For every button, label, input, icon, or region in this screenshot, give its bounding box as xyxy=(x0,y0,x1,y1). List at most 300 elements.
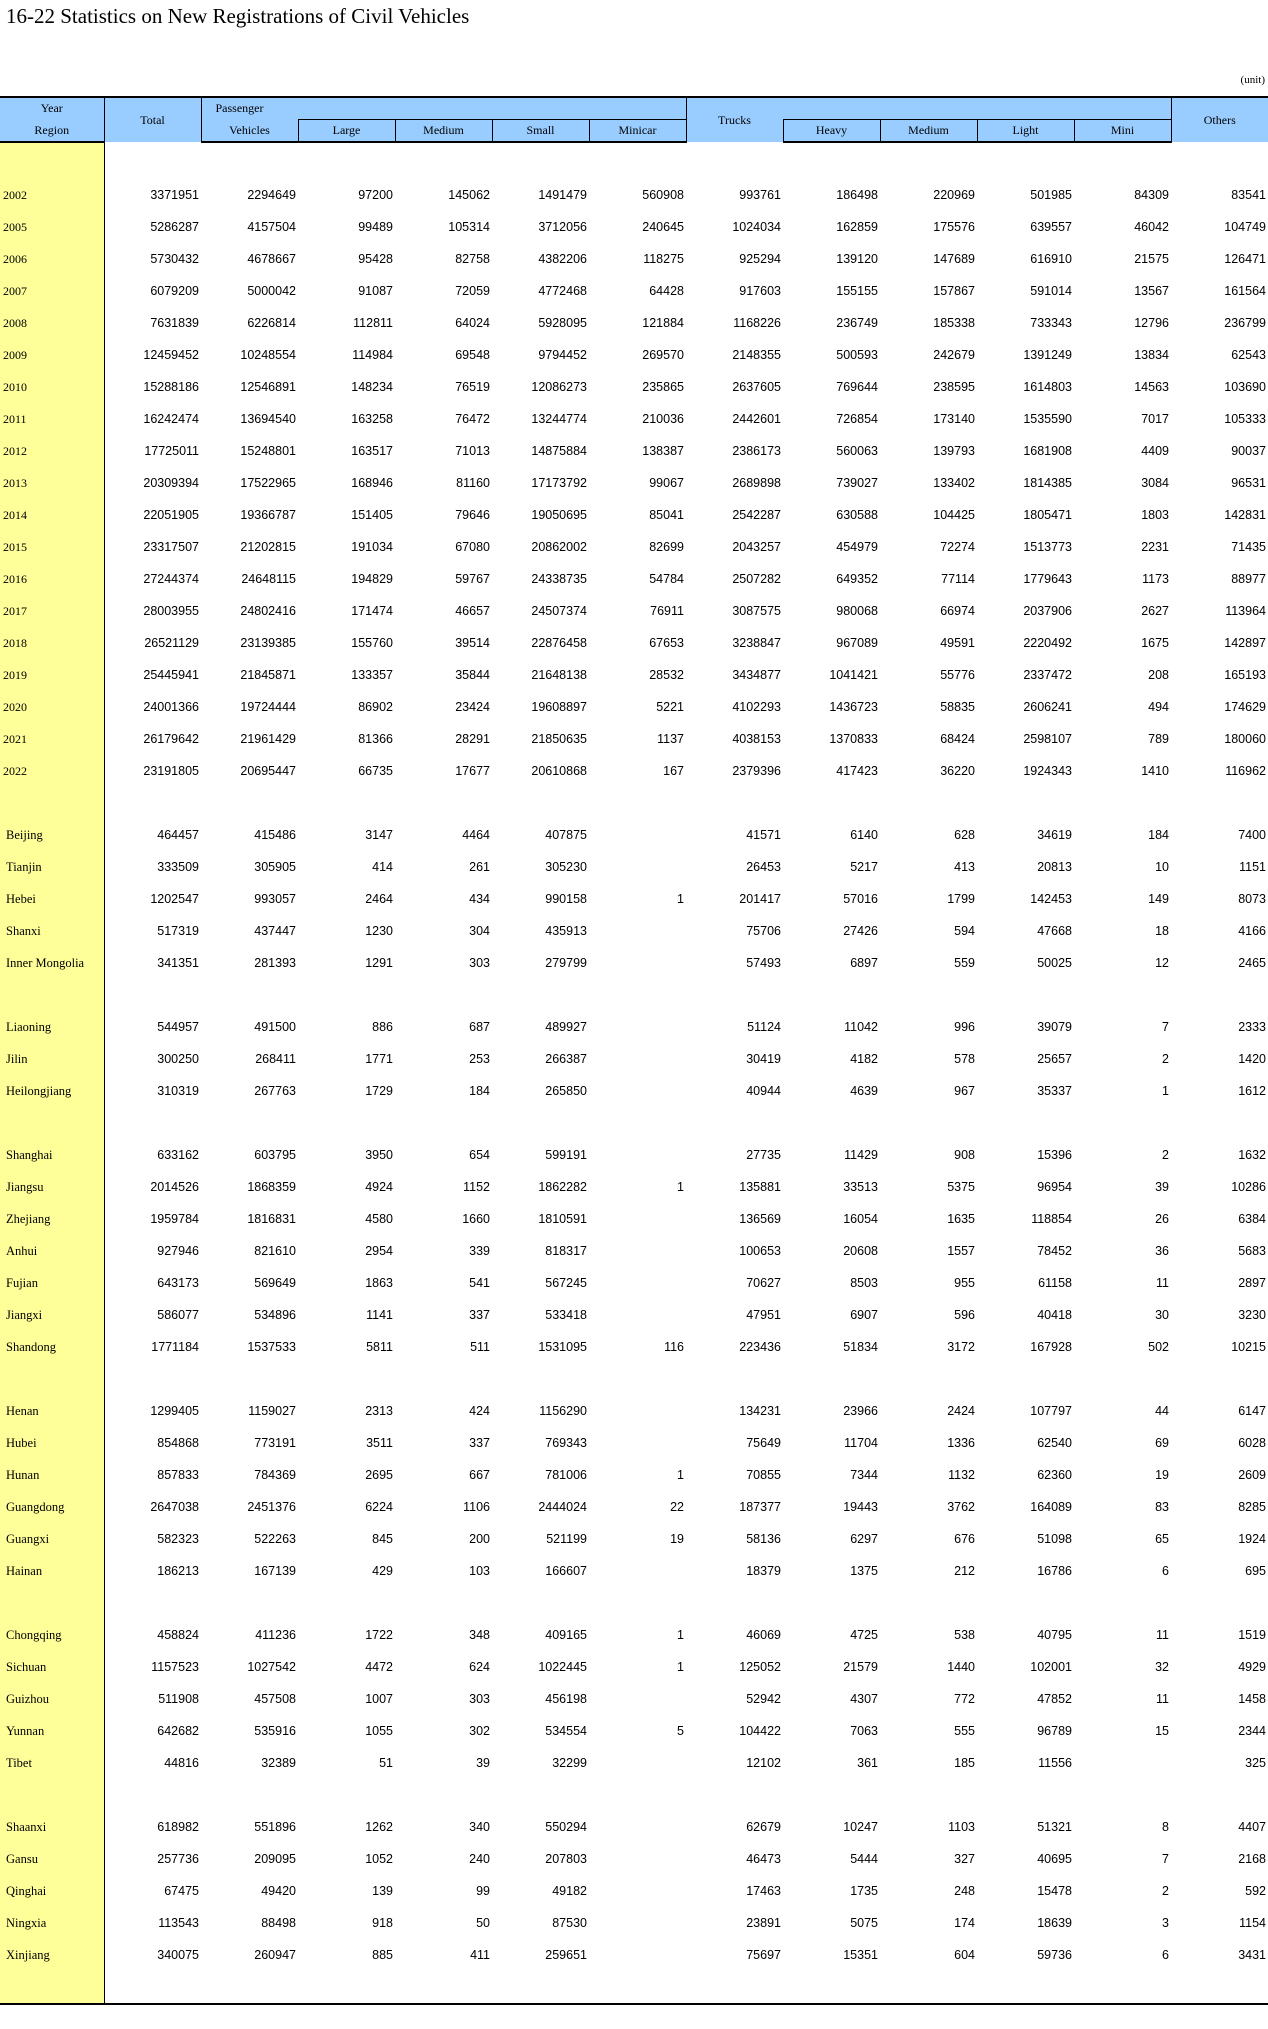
value-cell: 2542287 xyxy=(732,508,781,522)
value-cell: 47951 xyxy=(746,1308,781,1322)
header-medium: Medium xyxy=(395,120,492,143)
value-cell: 1862282 xyxy=(538,1180,587,1194)
value-cell: 1 xyxy=(677,1468,684,1482)
value-cell: 521199 xyxy=(546,1532,587,1546)
value-cell: 7400 xyxy=(1238,828,1266,842)
value-cell-blank xyxy=(201,979,298,1011)
value-cell: 340075 xyxy=(104,1939,201,1971)
value-cell: 769343 xyxy=(545,1436,587,1450)
value-cell: 1137 xyxy=(657,732,684,746)
value-cell: 40795 xyxy=(1037,1628,1072,1642)
value-cell: 59767 xyxy=(455,572,490,586)
value-cell: 51 xyxy=(379,1756,393,1770)
value-cell: 35337 xyxy=(1037,1084,1072,1098)
value-cell: 51098 xyxy=(1037,1532,1072,1546)
value-cell xyxy=(589,1747,686,1779)
value-cell-blank xyxy=(686,1107,783,1139)
value-cell: 77114 xyxy=(941,572,975,586)
value-cell: 64428 xyxy=(649,284,684,298)
value-cell: 180060 xyxy=(1224,732,1266,746)
value-cell: 17173792 xyxy=(531,476,587,490)
value-cell: 113543 xyxy=(104,1907,201,1939)
value-cell-blank xyxy=(201,787,298,819)
value-cell: 105314 xyxy=(448,220,490,234)
value-cell: 50025 xyxy=(1037,956,1072,970)
value-cell: 456198 xyxy=(545,1692,587,1706)
value-cell: 3172 xyxy=(947,1340,975,1354)
value-cell: 236799 xyxy=(1224,316,1266,330)
value-cell: 24648115 xyxy=(241,572,296,586)
value-cell: 41571 xyxy=(746,828,781,842)
value-cell: 1375 xyxy=(850,1564,878,1578)
value-cell: 1152 xyxy=(463,1180,490,1194)
value-cell xyxy=(589,1203,686,1235)
value-cell: 76911 xyxy=(650,604,684,618)
value-cell: 2337472 xyxy=(1023,668,1072,682)
value-cell: 1924343 xyxy=(1023,764,1072,778)
header-truck-medium: Medium xyxy=(880,120,977,143)
value-cell: 64024 xyxy=(455,316,490,330)
value-cell-blank xyxy=(880,142,977,179)
value-cell: 75649 xyxy=(746,1436,781,1450)
value-cell: 2 xyxy=(1162,1052,1169,1066)
value-cell: 175576 xyxy=(933,220,975,234)
value-cell: 6226814 xyxy=(247,316,296,330)
value-cell: 11 xyxy=(1156,1628,1169,1642)
value-cell: 980068 xyxy=(836,604,878,618)
value-cell-blank xyxy=(492,1971,589,2004)
value-cell: 58136 xyxy=(746,1532,781,1546)
value-cell: 210036 xyxy=(642,412,684,426)
header-minicar: Minicar xyxy=(589,120,686,143)
value-cell-blank xyxy=(298,1107,395,1139)
value-cell: 220969 xyxy=(933,188,975,202)
value-cell: 28291 xyxy=(455,732,490,746)
value-cell: 23966 xyxy=(843,1404,878,1418)
value-cell: 238595 xyxy=(933,380,975,394)
value-cell: 10215 xyxy=(1231,1340,1266,1354)
region-cell-blank xyxy=(0,1971,104,2004)
value-cell: 26521129 xyxy=(104,627,201,659)
value-cell: 15478 xyxy=(1037,1884,1072,1898)
value-cell: 769644 xyxy=(836,380,878,394)
value-cell-blank xyxy=(1074,979,1171,1011)
value-cell: 1262 xyxy=(365,1820,393,1834)
value-cell: 2627 xyxy=(1141,604,1169,618)
value-cell: 3238847 xyxy=(732,636,781,650)
value-cell: 21575 xyxy=(1134,252,1169,266)
value-cell: 7017 xyxy=(1141,412,1169,426)
value-cell: 23191805 xyxy=(104,755,201,787)
section-spacer xyxy=(0,142,1268,179)
value-cell xyxy=(589,1011,686,1043)
value-cell: 2442601 xyxy=(732,412,781,426)
value-cell: 4038153 xyxy=(732,732,781,746)
value-cell-blank xyxy=(1074,1971,1171,2004)
table-row xyxy=(0,1523,1268,1555)
value-cell-blank xyxy=(492,1779,589,1811)
value-cell: 21648138 xyxy=(531,668,587,682)
value-cell: 136569 xyxy=(739,1212,781,1226)
value-cell-blank xyxy=(783,142,880,179)
value-cell: 7 xyxy=(1162,1852,1169,1866)
value-cell: 72059 xyxy=(455,284,490,298)
value-cell: 310319 xyxy=(104,1075,201,1107)
value-cell: 22051905 xyxy=(104,499,201,531)
value-cell: 118275 xyxy=(643,252,684,266)
value-cell-blank xyxy=(783,979,880,1011)
value-cell: 174 xyxy=(954,1916,975,1930)
value-cell: 494 xyxy=(1148,700,1169,714)
value-cell: 1436723 xyxy=(829,700,878,714)
value-cell: 138387 xyxy=(642,444,684,458)
table-row xyxy=(0,1907,1268,1939)
value-cell: 337 xyxy=(469,1436,490,1450)
value-cell: 39 xyxy=(1155,1180,1169,1194)
year-label: 2008 xyxy=(0,307,104,339)
value-cell: 163258 xyxy=(351,412,393,426)
value-cell: 66735 xyxy=(358,764,393,778)
year-label: 2015 xyxy=(0,531,104,563)
value-cell: 2386173 xyxy=(732,444,781,458)
value-cell: 6028 xyxy=(1238,1436,1266,1450)
value-cell: 12086273 xyxy=(531,380,587,394)
value-cell: 560063 xyxy=(836,444,878,458)
value-cell-blank xyxy=(977,787,1074,819)
value-cell: 409165 xyxy=(545,1628,587,1642)
value-cell: 49420 xyxy=(261,1884,296,1898)
value-cell: 52942 xyxy=(746,1692,781,1706)
value-cell: 1868359 xyxy=(247,1180,296,1194)
region-label: Yunnan xyxy=(0,1715,104,1747)
value-cell-blank xyxy=(492,787,589,819)
value-cell: 784369 xyxy=(254,1468,296,1482)
value-cell xyxy=(589,915,686,947)
table-row xyxy=(0,1491,1268,1523)
section-spacer xyxy=(0,1363,1268,1395)
table-row xyxy=(0,499,1268,531)
value-cell: 990158 xyxy=(545,892,587,906)
value-cell-blank xyxy=(201,1779,298,1811)
value-cell: 26453 xyxy=(746,860,781,874)
value-cell: 11556 xyxy=(1038,1756,1072,1770)
region-cell-blank xyxy=(0,1107,104,1139)
value-cell: 18379 xyxy=(746,1564,781,1578)
value-cell: 639557 xyxy=(1030,220,1072,234)
value-cell: 458824 xyxy=(104,1619,201,1651)
value-cell: 17522965 xyxy=(240,476,296,490)
value-cell: 88977 xyxy=(1231,572,1266,586)
value-cell-blank xyxy=(977,1587,1074,1619)
value-cell: 1420 xyxy=(1238,1052,1266,1066)
value-cell-blank xyxy=(1074,1779,1171,1811)
table-row xyxy=(0,1011,1268,1043)
table-row xyxy=(0,1331,1268,1363)
value-cell: 5811 xyxy=(366,1340,393,1354)
value-cell: 14875884 xyxy=(531,444,587,458)
region-label: Shaanxi xyxy=(0,1811,104,1843)
value-cell: 6384 xyxy=(1238,1212,1266,1226)
value-cell-blank xyxy=(298,979,395,1011)
value-cell: 3950 xyxy=(365,1148,393,1162)
value-cell: 99 xyxy=(476,1884,490,1898)
table-row xyxy=(0,1395,1268,1427)
value-cell: 591014 xyxy=(1030,284,1072,298)
value-cell: 630588 xyxy=(836,508,878,522)
value-cell: 266387 xyxy=(545,1052,587,1066)
table-row xyxy=(0,1811,1268,1843)
value-cell: 281393 xyxy=(254,956,296,970)
region-cell-blank xyxy=(0,787,104,819)
value-cell: 167139 xyxy=(254,1564,296,1578)
value-cell: 19724444 xyxy=(240,700,296,714)
value-cell: 46042 xyxy=(1134,220,1169,234)
value-cell: 1660 xyxy=(462,1212,490,1226)
value-cell: 649352 xyxy=(836,572,878,586)
value-cell: 6079209 xyxy=(104,275,201,307)
region-label: Hainan xyxy=(0,1555,104,1587)
year-label: 2017 xyxy=(0,595,104,627)
value-cell: 13567 xyxy=(1134,284,1169,298)
value-cell: 2344 xyxy=(1238,1724,1266,1738)
value-cell: 24001366 xyxy=(104,691,201,723)
table-row xyxy=(0,595,1268,627)
value-cell: 918 xyxy=(372,1916,393,1930)
value-cell: 161564 xyxy=(1224,284,1266,298)
value-cell: 163517 xyxy=(351,444,393,458)
value-cell: 139120 xyxy=(836,252,878,266)
value-cell: 114984 xyxy=(352,348,393,362)
value-cell: 3434877 xyxy=(732,668,781,682)
value-cell: 4464 xyxy=(462,828,490,842)
value-cell: 8 xyxy=(1162,1820,1169,1834)
value-cell: 47852 xyxy=(1037,1692,1072,1706)
value-cell-blank xyxy=(880,787,977,819)
value-cell-blank xyxy=(1074,142,1171,179)
value-cell: 1291 xyxy=(365,956,393,970)
value-cell: 82699 xyxy=(649,540,684,554)
table-row xyxy=(0,1875,1268,1907)
value-cell-blank xyxy=(1074,1107,1171,1139)
value-cell-blank xyxy=(1171,1971,1268,2004)
value-cell-blank xyxy=(589,787,686,819)
value-cell-blank xyxy=(686,1779,783,1811)
value-cell: 50 xyxy=(476,1916,490,1930)
value-cell: 533418 xyxy=(545,1308,587,1322)
value-cell-blank xyxy=(589,142,686,179)
value-cell xyxy=(589,947,686,979)
value-cell: 1022445 xyxy=(538,1660,587,1674)
value-cell-blank xyxy=(492,1107,589,1139)
section-spacer xyxy=(0,1779,1268,1811)
value-cell-blank xyxy=(104,1587,201,1619)
value-cell xyxy=(589,1139,686,1171)
value-cell: 434 xyxy=(469,892,490,906)
value-cell: 1 xyxy=(677,892,684,906)
table-body xyxy=(0,142,1268,2004)
value-cell: 1141 xyxy=(366,1308,393,1322)
value-cell-blank xyxy=(395,1107,492,1139)
value-cell: 501985 xyxy=(1030,188,1072,202)
value-cell: 142831 xyxy=(1224,508,1266,522)
table-row xyxy=(0,851,1268,883)
value-cell: 5375 xyxy=(947,1180,975,1194)
value-cell: 223436 xyxy=(739,1340,781,1354)
value-cell: 10247 xyxy=(843,1820,878,1834)
value-cell: 104749 xyxy=(1224,220,1266,234)
value-cell-blank xyxy=(686,1587,783,1619)
value-cell: 12796 xyxy=(1134,316,1169,330)
value-cell: 40418 xyxy=(1037,1308,1072,1322)
value-cell: 112811 xyxy=(353,316,393,330)
value-cell: 187377 xyxy=(739,1500,781,1514)
value-cell: 594 xyxy=(954,924,975,938)
value-cell-blank xyxy=(298,142,395,179)
region-label: Guizhou xyxy=(0,1683,104,1715)
value-cell: 20309394 xyxy=(104,467,201,499)
value-cell-blank xyxy=(880,1363,977,1395)
value-cell: 2598107 xyxy=(1023,732,1072,746)
value-cell: 4725 xyxy=(850,1628,878,1642)
value-cell: 908 xyxy=(954,1148,975,1162)
value-cell-blank xyxy=(201,1587,298,1619)
value-cell-blank xyxy=(1074,1363,1171,1395)
value-cell: 76519 xyxy=(455,380,490,394)
value-cell xyxy=(589,1075,686,1107)
value-cell: 70855 xyxy=(746,1468,781,1482)
header-mini: Mini xyxy=(1074,120,1171,143)
value-cell-blank xyxy=(492,1587,589,1619)
value-cell: 40944 xyxy=(746,1084,781,1098)
value-cell: 333509 xyxy=(104,851,201,883)
header-light: Light xyxy=(977,120,1074,143)
value-cell: 642682 xyxy=(104,1715,201,1747)
value-cell: 19 xyxy=(670,1532,684,1546)
value-cell: 22 xyxy=(670,1500,684,1514)
value-cell: 886 xyxy=(372,1020,393,1034)
value-cell: 26179642 xyxy=(104,723,201,755)
value-cell: 772 xyxy=(954,1692,975,1706)
value-cell: 104425 xyxy=(933,508,975,522)
value-cell: 4166 xyxy=(1238,924,1266,938)
value-cell: 1491479 xyxy=(538,188,587,202)
value-cell: 1055 xyxy=(365,1724,393,1738)
value-cell: 1513773 xyxy=(1023,540,1072,554)
value-cell: 1103 xyxy=(948,1820,975,1834)
value-cell: 2647038 xyxy=(104,1491,201,1523)
value-cell: 76472 xyxy=(455,412,490,426)
value-cell-blank xyxy=(104,1971,201,2004)
value-cell: 32389 xyxy=(261,1756,296,1770)
value-cell: 2954 xyxy=(365,1244,393,1258)
header-passenger-group-spacer xyxy=(298,97,686,120)
value-cell-blank xyxy=(589,1107,686,1139)
value-cell: 4472 xyxy=(365,1660,393,1674)
value-cell: 5217 xyxy=(850,860,878,874)
value-cell: 12 xyxy=(1155,956,1169,970)
value-cell: 19608897 xyxy=(531,700,587,714)
region-label: Fujian xyxy=(0,1267,104,1299)
value-cell: 643173 xyxy=(104,1267,201,1299)
value-cell: 955 xyxy=(954,1276,975,1290)
value-cell: 2695 xyxy=(365,1468,393,1482)
value-cell: 13244774 xyxy=(531,412,587,426)
year-label: 2006 xyxy=(0,243,104,275)
value-cell: 83541 xyxy=(1231,188,1266,202)
value-cell: 424 xyxy=(469,1404,490,1418)
value-cell: 302 xyxy=(469,1724,490,1738)
value-cell: 687 xyxy=(469,1020,490,1034)
value-cell: 821610 xyxy=(254,1244,296,1258)
value-cell: 118854 xyxy=(1031,1212,1072,1226)
table-row xyxy=(0,371,1268,403)
value-cell: 6140 xyxy=(850,828,878,842)
value-cell: 1681908 xyxy=(1023,444,1072,458)
value-cell: 733343 xyxy=(1030,316,1072,330)
value-cell: 1230 xyxy=(365,924,393,938)
value-cell: 857833 xyxy=(104,1459,201,1491)
value-cell: 157867 xyxy=(933,284,975,298)
year-label: 2010 xyxy=(0,371,104,403)
value-cell: 967 xyxy=(954,1084,975,1098)
value-cell: 411 xyxy=(470,1948,490,1962)
value-cell xyxy=(589,1939,686,1971)
value-cell: 21579 xyxy=(843,1660,878,1674)
region-label: Heilongjiang xyxy=(0,1075,104,1107)
region-label: Qinghai xyxy=(0,1875,104,1907)
value-cell: 162859 xyxy=(836,220,878,234)
value-cell: 15396 xyxy=(1037,1148,1072,1162)
value-cell: 40695 xyxy=(1037,1852,1072,1866)
value-cell: 967089 xyxy=(836,636,878,650)
value-cell: 599191 xyxy=(545,1148,587,1162)
value-cell: 99067 xyxy=(649,476,684,490)
value-cell: 15288186 xyxy=(104,371,201,403)
table-row xyxy=(0,1715,1268,1747)
value-cell xyxy=(589,1427,686,1459)
value-cell-blank xyxy=(1171,1587,1268,1619)
value-cell: 71013 xyxy=(455,444,490,458)
value-cell: 104422 xyxy=(739,1724,781,1738)
value-cell-blank xyxy=(298,1971,395,2004)
value-cell: 567245 xyxy=(545,1276,587,1290)
value-cell: 184 xyxy=(1148,828,1169,842)
value-cell: 66974 xyxy=(940,604,975,618)
value-cell: 54784 xyxy=(649,572,684,586)
value-cell: 1458 xyxy=(1238,1692,1266,1706)
value-cell: 11429 xyxy=(844,1148,878,1162)
value-cell: 19 xyxy=(1155,1468,1169,1482)
value-cell: 2424 xyxy=(947,1404,975,1418)
value-cell: 2464 xyxy=(365,892,393,906)
value-cell: 491500 xyxy=(254,1020,296,1034)
value-cell: 49591 xyxy=(940,636,975,650)
value-cell: 25657 xyxy=(1037,1052,1072,1066)
table-row xyxy=(0,1075,1268,1107)
value-cell: 6907 xyxy=(850,1308,878,1322)
table-row xyxy=(0,243,1268,275)
value-cell: 2 xyxy=(1162,1884,1169,1898)
table-row xyxy=(0,467,1268,499)
value-cell: 75697 xyxy=(746,1948,781,1962)
value-cell: 8503 xyxy=(850,1276,878,1290)
value-cell-blank xyxy=(395,1971,492,2004)
value-cell: 5075 xyxy=(850,1916,878,1930)
unit-note: (unit) xyxy=(1240,74,1265,86)
value-cell: 95428 xyxy=(358,252,393,266)
value-cell: 3511 xyxy=(366,1436,393,1450)
value-cell: 2 xyxy=(1162,1148,1169,1162)
